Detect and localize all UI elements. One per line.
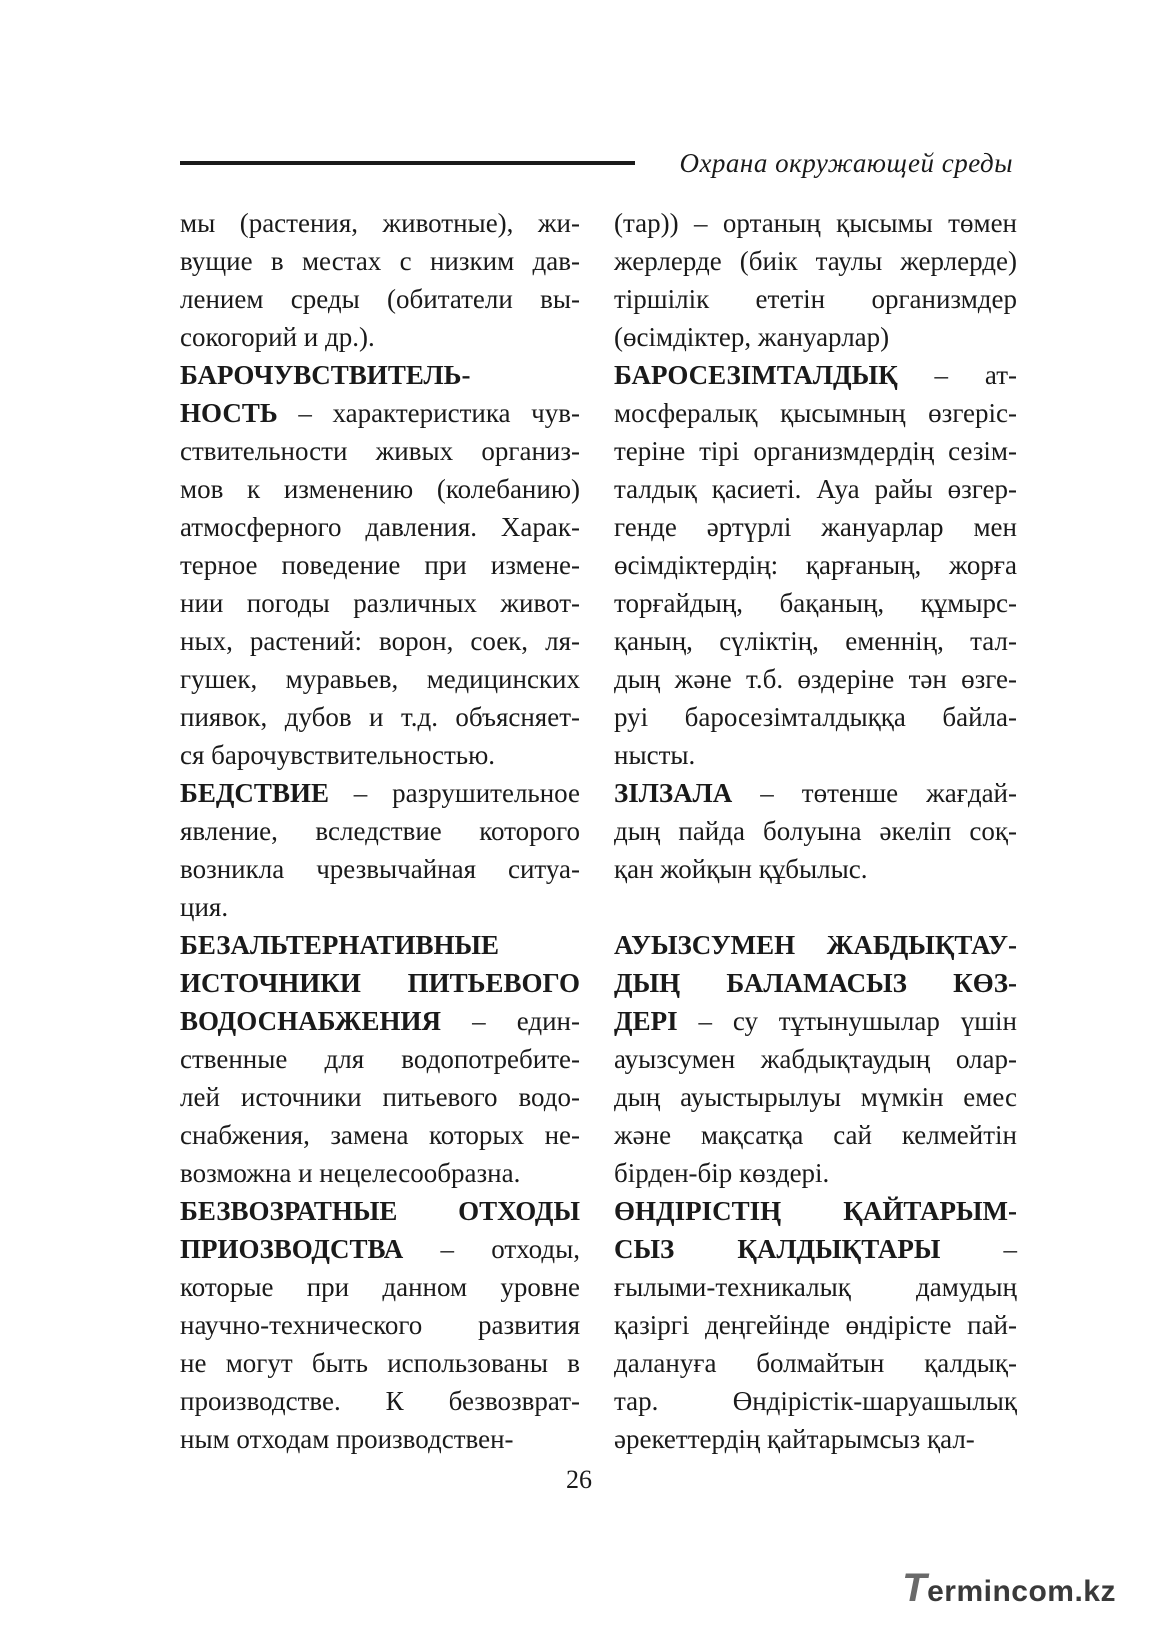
text-line: тіршілік ететін организмдер [614,284,1017,314]
text-line: ных, растений: ворон, соек, ля- [180,626,580,656]
text-line: БАРОСЕЗІМТАЛДЫҚ – ат- [614,360,1017,390]
text-line: лением среды (обитатели вы- [180,284,580,314]
watermark-text: ermincom.kz [927,1575,1116,1608]
text-line: ствительности живых организ- [180,436,580,466]
text-line: әрекеттердің қайтарымсыз қал- [614,1424,975,1454]
text-line: ПРИОЗВОДСТВА – отходы, [180,1234,580,1264]
entry-paragraph [180,926,580,1192]
entry-paragraph [614,774,1017,888]
text-line: (өсімдіктер, жануарлар) [614,322,890,352]
watermark-letter: T [902,1566,928,1610]
text-line: терное поведение при измене- [180,550,580,580]
text-line: дың ауыстырылуы мүмкін емес [614,1082,1017,1112]
running-head: Охрана окружающей среды [679,148,1013,178]
entry-paragraph [614,204,1017,356]
headword-line: ДЫҢ БАЛАМАСЫЗ КӨЗ- [614,968,1017,998]
text-line: (тар)) – ортаның қысымы төмен [614,208,1017,238]
headword-line: БЕЗАЛЬТЕРНАТИВНЫЕ [180,930,500,960]
text-line: сокогорий и др.). [180,322,375,352]
text-line: өсімдіктердің: қарғаның, жорға [614,550,1017,580]
header-rule [180,161,635,165]
page-number: 26 [566,1465,592,1494]
text-line: НОСТЬ – характеристика чув- [180,398,580,428]
text-line: талдық қасиеті. Ауа райы өзгер- [614,474,1017,504]
text-line: возникла чрезвычайная ситуа- [180,854,580,884]
text-line: қан жойқын құбылыс. [614,854,868,884]
text-line: қазіргі деңгейінде өндірісте пай- [614,1310,1017,1340]
text-line: ственные для водопотребите- [180,1044,580,1074]
text-line: дың және т.б. өздеріне тән өзге- [614,664,1017,694]
text-line: научно-технического развития [180,1310,580,1340]
text-line: снабжения, замена которых не- [180,1120,580,1150]
text-line: мосфералық қысымның өзгеріс- [614,398,1017,428]
text-line: пиявок, дубов и т.д. объясняет- [180,702,580,732]
text-line: дың пайда болуына әкеліп соқ- [614,816,1017,846]
text-line: возможна и нецелесообразна. [180,1158,521,1188]
headword: НОСТЬ [180,398,278,428]
text-line: не могут быть использованы в [180,1348,580,1378]
text-line: генде әртүрлі жануарлар мен [614,512,1017,542]
text-line: производстве. К безвозврат- [180,1386,580,1416]
text-line: гушек, муравьев, медицинских [180,664,580,694]
headword-line: БАРОЧУВСТВИТЕЛЬ- [180,360,471,390]
text-line: атмосферного давления. Харак- [180,512,580,542]
entry-paragraph [614,926,1017,1192]
headword-line: БЕЗВОЗРАТНЫЕ ОТХОДЫ [180,1196,580,1226]
headword-line: АУЫЗСУМЕН ЖАБДЫҚТАУ- [614,930,1017,960]
headword: БЕДСТВИЕ [180,778,329,808]
text-line: руі баросезімталдыққа байла- [614,702,1017,732]
entry-paragraph [180,1192,580,1458]
text-line: ся барочувствительностью. [180,740,496,770]
headword: ПРИОЗВОДСТВА [180,1234,404,1264]
text-line: торғайдың, бақаның, құмырс- [614,588,1017,618]
text-line: ауызсумен жабдықтаудың олар- [614,1044,1017,1074]
text-line: мы (растения, животные), жи- [180,208,580,238]
text-line: мов к изменению (колебанию) [180,474,580,504]
left-column [180,204,580,1458]
text-line: қаның, сүліктің, еменнің, тал- [614,626,1017,656]
text-line: және мақсатқа сай келмейтін [614,1120,1017,1150]
entry-paragraph [614,356,1017,774]
text-line: ғылыми-техникалық дамудың [614,1272,1017,1302]
entry-paragraph [180,204,580,356]
text-line: БЕДСТВИЕ – разрушительное [180,778,580,808]
entry-paragraph [180,774,580,926]
right-column [614,204,1017,1458]
text-line: ЗІЛЗАЛА – төтенше жағдай- [614,778,1017,808]
text-line: ДЕРІ – су тұтынушылар үшін [614,1006,1017,1036]
headword: ВОДОСНАБЖЕНИЯ [180,1006,441,1036]
headword: БАРОСЕЗІМТАЛДЫҚ [614,360,898,390]
headword: ДЕРІ [614,1006,678,1036]
entry-paragraph [180,356,580,774]
headword: СЫЗ ҚАЛДЫҚТАРЫ [614,1234,941,1264]
headword: ЗІЛЗАЛА [614,778,733,808]
text-line: ВОДОСНАБЖЕНИЯ – един- [180,1006,580,1036]
paragraph-gap [614,888,1017,926]
text-line: вущие в местах с низким дав- [180,246,580,276]
text-line: нии погоды различных живот- [180,588,580,618]
text-line: бірден-бір көздері. [614,1158,830,1188]
headword-line: ӨНДІРІСТІҢ ҚАЙТАРЫМ- [614,1196,1017,1226]
headword-line: ИСТОЧНИКИ ПИТЬЕВОГО [180,968,580,998]
entry-paragraph [614,1192,1017,1458]
text-line: ция. [180,892,229,922]
text-line: лей источники питьевого водо- [180,1082,580,1112]
text-line: СЫЗ ҚАЛДЫҚТАРЫ – [614,1234,1018,1264]
text-line: жерлерде (биік таулы жерлерде) [614,246,1017,276]
text-line: которые при данном уровне [180,1272,580,1302]
text-line: явление, вследствие которого [180,816,580,846]
text-line: тар. Өндірістік-шаруашылық [614,1386,1017,1416]
site-watermark [902,1566,1116,1611]
text-line: далануға болмайтын қалдық- [614,1348,1017,1378]
text-line: теріне тірі организмдердің сезім- [614,436,1017,466]
text-line: ным отходам производствен- [180,1424,514,1454]
text-line: нысты. [614,740,696,770]
